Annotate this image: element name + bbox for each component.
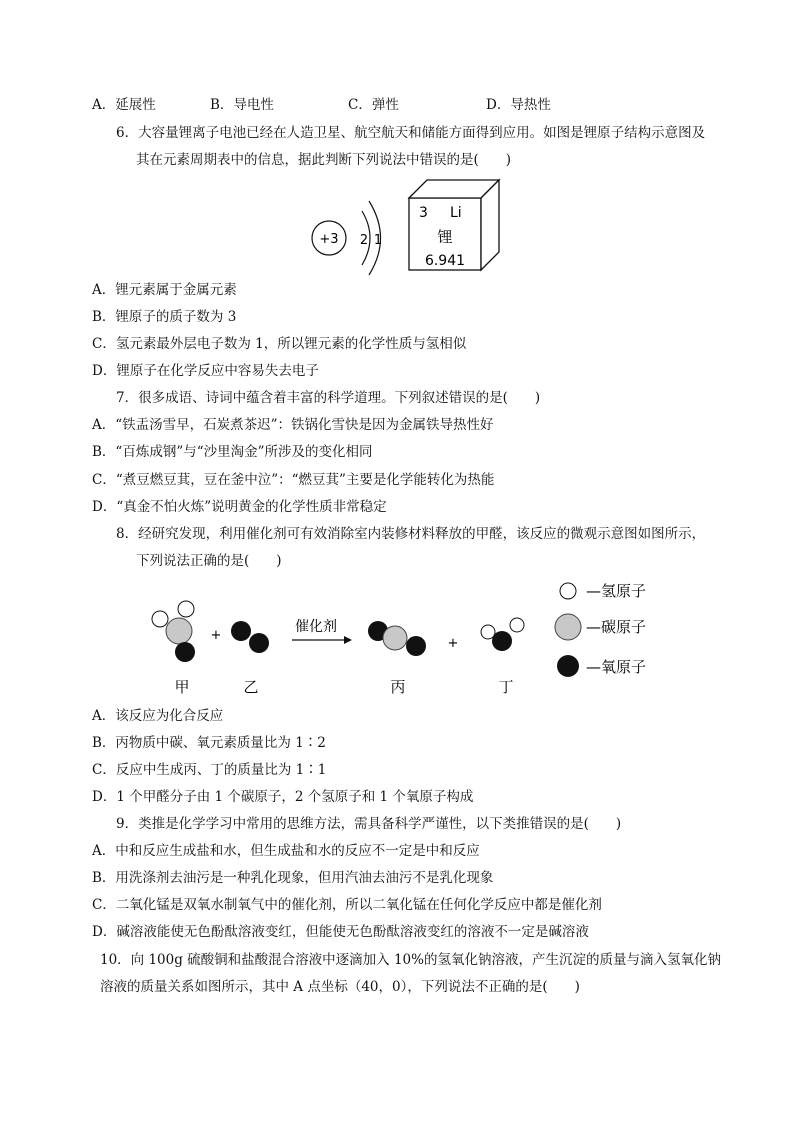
catalyst-label: 催化剂 — [295, 619, 337, 635]
q7-option-d: D．“真金不怕火炼”说明黄金的化学性质非常稳定 — [92, 499, 387, 515]
plus-sign-1: + — [210, 628, 222, 643]
plus-sign-2: + — [447, 636, 459, 651]
label-yi: 乙 — [243, 678, 259, 696]
bing-o-atom-2 — [406, 636, 426, 656]
ding-h-atom-2 — [510, 618, 524, 632]
jia-h-atom-2 — [178, 601, 194, 617]
q5-option-c: C．弹性 — [348, 97, 399, 113]
jia-c-atom — [166, 618, 192, 644]
label-ding: 丁 — [498, 678, 514, 696]
legend-c-label: —碳原子 — [586, 618, 647, 636]
q8-option-d: D．1 个甲醛分子由 1 个碳原子，2 个氢原子和 1 个氧原子构成 — [92, 789, 474, 805]
q7-stem: 7．很多成语、诗词中蕴含着丰富的科学道理。下列叙述错误的是( ) — [116, 390, 541, 406]
label-bing: 丙 — [390, 678, 406, 696]
shell1-electrons: 2 — [359, 233, 369, 248]
atomic-mass: 6.941 — [424, 253, 466, 269]
reaction-arrow-head — [344, 636, 352, 644]
q6-option-a: A．锂元素属于金属元素 — [92, 282, 237, 298]
shell2-electrons: 1 — [373, 233, 383, 248]
q6-option-d: D．锂原子在化学反应中容易失去电子 — [92, 363, 319, 379]
q9-option-b: B．用洗涤剂去油污是一种乳化现象，但用汽油去油污不是乳化现象 — [92, 870, 494, 886]
jia-h-atom-1 — [152, 611, 168, 627]
jia-o-atom — [175, 642, 195, 662]
nucleus-charge: +3 — [319, 232, 339, 247]
q8-option-a: A．该反应为化合反应 — [92, 708, 224, 724]
q6-option-b: B．锂原子的质子数为 3 — [92, 309, 237, 325]
q8-stem-line2: 下列说法正确的是( ) — [136, 553, 282, 569]
q8-option-b: B．丙物质中碳、氧元素质量比为 1∶2 — [92, 735, 326, 751]
legend-o-atom — [557, 655, 579, 677]
legend-c-atom — [555, 614, 581, 640]
bing-c-atom — [383, 626, 407, 650]
label-jia: 甲 — [174, 678, 190, 696]
q9-option-d: D．碱溶液能使无色酚酞溶液变红，但能使无色酚酞溶液变红的溶液不一定是碱溶液 — [92, 924, 589, 940]
q5-options — [0, 96, 794, 114]
atomic-number: 3 — [419, 205, 428, 221]
q7-option-b: B．“百炼成钢”与“沙里淘金”所涉及的变化相同 — [92, 444, 373, 460]
legend-o-label: —氧原子 — [586, 658, 647, 676]
q5-option-b: B．导电性 — [210, 97, 274, 113]
legend-h-label: —氢原子 — [586, 582, 647, 600]
lithium-figure — [300, 174, 510, 276]
q5-option-d: D．导热性 — [486, 97, 551, 113]
q7-option-c: C．“煮豆燃豆萁，豆在釜中泣”：“燃豆萁”主要是化学能转化为热能 — [92, 472, 495, 488]
legend-h-atom — [560, 583, 576, 599]
q6-stem-line1: 6．大容量锂离子电池已经在人造卫星、航空航天和储能方面得到应用。如图是锂原子结构示意图及 — [116, 125, 706, 141]
q10-stem-line1: 10．向 100g 硫酸铜和盐酸混合溶液中逐滴加入 10%的氢氧化钠溶液，产生沉淀的质量与滴入氢氧化钠 — [100, 952, 721, 968]
element-name: 锂 — [437, 228, 453, 246]
q9-option-a: A．中和反应生成盐和水，但生成盐和水的反应不一定是中和反应 — [92, 843, 480, 859]
yi-o-atom-2 — [249, 633, 269, 653]
q6-stem-line2: 其在元素周期表中的信息，据此判断下列说法中错误的是( ) — [136, 152, 512, 168]
q9-option-c: C．二氧化锰是双氧水制氧气中的催化剂，所以二氧化锰在任何化学反应中都是催化剂 — [92, 897, 602, 913]
q8-stem-line1: 8．经研究发现，利用催化剂可有效消除室内装修材料释放的甲醛，该反应的微观示意图如图所示， — [116, 526, 706, 542]
reaction-figure — [140, 574, 680, 700]
q6-option-c: C．氢元素最外层电子数为 1，所以锂元素的化学性质与氢相似 — [92, 336, 467, 352]
q7-option-a: A．“铁盂汤雪早，石炭煮茶迟”：铁锅化雪快是因为金属铁导热性好 — [92, 417, 494, 433]
yi-o-atom-1 — [231, 621, 251, 641]
element-symbol: Li — [450, 205, 462, 221]
ding-o-atom — [492, 631, 512, 651]
q5-option-a: A．延展性 — [92, 97, 156, 113]
q10-stem-line2: 溶液的质量关系如图所示，其中 A 点坐标（40，0），下列说法不正确的是( ) — [100, 979, 580, 995]
q8-option-c: C．反应中生成丙、丁的质量比为 1∶1 — [92, 762, 327, 778]
q9-stem: 9．类推是化学学习中常用的思维方法，需具备科学严谨性，以下类推错误的是( ) — [116, 816, 622, 832]
